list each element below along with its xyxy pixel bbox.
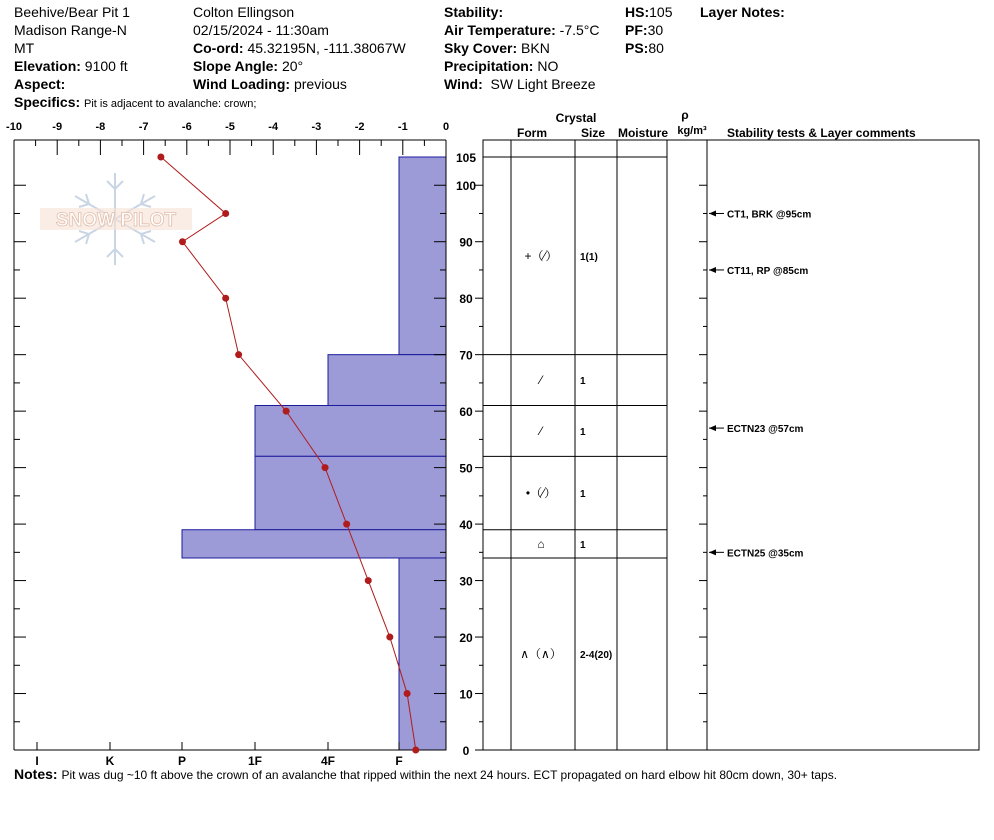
specifics: Pit is adjacent to avalanche: crown; xyxy=(84,98,257,110)
wind-loading: previous xyxy=(293,76,347,92)
observer: Colton Ellingson xyxy=(193,4,295,20)
density-unit-header: kg/m³ xyxy=(677,125,707,137)
layer-form: ⁄ xyxy=(539,423,543,438)
hardness-tick-label: 4F xyxy=(320,754,336,765)
hardness-tick-label: P xyxy=(177,754,187,765)
hardness-tick-label: 1F xyxy=(247,754,263,765)
temp-tick-label: -8 xyxy=(95,121,106,133)
height-tick-label: 105 xyxy=(455,151,477,165)
location: Beehive/Bear Pit 1 xyxy=(14,4,130,20)
temperature-point xyxy=(222,295,229,302)
coord-label: Co-ord: xyxy=(193,40,244,56)
datetime: 02/15/2024 - 11:30am xyxy=(193,22,329,38)
temp-tick-label: 0 xyxy=(442,121,450,133)
aspect-label: Aspect: xyxy=(14,76,66,92)
height-tick-label: 90 xyxy=(459,235,473,250)
logo-text: SNOW PILOT xyxy=(55,210,177,231)
stability-arrow-head xyxy=(709,425,716,431)
height-tick-label: 70 xyxy=(459,348,473,363)
wind-label: Wind: xyxy=(444,76,483,92)
wind: SW Light Breeze xyxy=(490,76,596,92)
temp-tick-label: -7 xyxy=(138,121,149,133)
temperature-point xyxy=(157,154,164,161)
crystal-header: Crystal xyxy=(555,111,597,125)
layer-size: 1 xyxy=(580,426,586,438)
rho-header: ρ xyxy=(681,108,689,122)
ps-label: PS: xyxy=(625,40,649,56)
temp-tick-label: -1 xyxy=(397,121,408,133)
height-tick-label: 30 xyxy=(459,574,473,589)
ps: 80 xyxy=(648,40,664,56)
temperature-point xyxy=(386,634,393,641)
stability-test-label: ECTN23 @57cm xyxy=(727,424,804,436)
temperature-point xyxy=(222,210,229,217)
layer-size: 1 xyxy=(580,376,586,388)
layer-size: 1(1) xyxy=(580,251,598,263)
temperature-point xyxy=(235,351,242,358)
air-temp: -7.5°C xyxy=(559,22,600,38)
hardness-bar xyxy=(182,530,446,558)
temp-tick-label: -9 xyxy=(52,121,63,133)
stability-test-label: CT1, BRK @95cm xyxy=(727,209,812,221)
temperature-point xyxy=(343,521,350,528)
height-tick-label: 40 xyxy=(459,518,473,533)
state: MT xyxy=(14,40,35,56)
hardness-bar xyxy=(255,456,446,529)
notes-label: Notes: xyxy=(14,766,58,782)
temperature-point xyxy=(283,408,290,415)
temp-tick-label: -10 xyxy=(6,121,22,133)
precip: NO xyxy=(537,58,559,74)
temperature-point xyxy=(404,690,411,697)
temperature-point xyxy=(365,577,372,584)
hardness-bar xyxy=(399,157,446,355)
form-header: Form xyxy=(517,126,547,140)
layer-form: •（⁄） xyxy=(525,486,557,501)
height-tick-label: 80 xyxy=(459,292,473,307)
temp-tick-label: -2 xyxy=(354,121,365,133)
pf-label: PF: xyxy=(625,22,648,38)
layer-size: 2-4(20) xyxy=(580,649,613,661)
hs: 105 xyxy=(649,4,673,20)
temp-tick-label: -4 xyxy=(268,121,279,133)
stability-arrow-head xyxy=(709,210,716,216)
layer-size: 1 xyxy=(580,489,586,501)
temp-tick-label: -5 xyxy=(225,121,235,133)
range: Madison Range-N xyxy=(14,22,127,38)
notes-text: Pit was dug ~10 ft above the crown of an avalanche that ripped within the next 24 hours. ECT propagated on hard elbow hit 80cm down, 30+ taps. xyxy=(61,768,838,782)
elevation: 9100 ft xyxy=(84,58,128,74)
precip-label: Precipitation: xyxy=(444,58,534,74)
temp-tick-label: -3 xyxy=(311,121,322,133)
hardness-tick-label: I xyxy=(35,754,39,765)
moisture-header: Moisture xyxy=(617,126,669,140)
hardness-tick-label: K xyxy=(105,754,115,765)
stability-arrow-head xyxy=(709,549,716,555)
hardness-tick-label: F xyxy=(395,754,403,765)
slope-label: Slope Angle: xyxy=(193,58,279,74)
stability-arrow-head xyxy=(709,267,716,273)
layer-table xyxy=(475,140,979,750)
hs-label: HS: xyxy=(625,4,650,20)
layer-form: ⁄ xyxy=(539,373,543,388)
height-tick-label: 10 xyxy=(459,687,473,702)
layer-form: +（⁄） xyxy=(524,248,558,263)
layer-notes-label: Layer Notes: xyxy=(700,4,785,20)
sky-label: Sky Cover: xyxy=(444,40,518,56)
temperature-point xyxy=(322,464,329,471)
stability-test-label: CT11, RP @85cm xyxy=(727,265,809,277)
hardness-bar xyxy=(328,355,446,406)
height-tick-label: 60 xyxy=(459,405,473,420)
specifics-label: Specifics: xyxy=(14,94,81,110)
wind-loading-label: Wind Loading: xyxy=(193,76,291,92)
stability-label: Stability: xyxy=(444,4,504,20)
slope: 20° xyxy=(281,58,304,74)
height-tick-label: 50 xyxy=(459,461,473,476)
air-temp-label: Air Temperature: xyxy=(444,22,556,38)
temp-tick-label: -6 xyxy=(181,121,192,133)
stability-header: Stability tests & Layer comments xyxy=(727,126,916,140)
hardness-bars xyxy=(182,157,446,750)
pf: 30 xyxy=(647,22,664,38)
height-tick-label: 0 xyxy=(462,744,470,758)
layer-form: ⌂ xyxy=(537,536,545,551)
elevation-label: Elevation: xyxy=(14,58,81,74)
height-tick-label: 100 xyxy=(455,179,477,194)
hardness-bar xyxy=(399,558,446,750)
stability-test-label: ECTN25 @35cm xyxy=(727,548,804,560)
temperature-point xyxy=(179,238,186,245)
snowpilot-logo xyxy=(40,173,192,265)
coord: 45.32195N, -111.38067W xyxy=(247,40,406,56)
layer-form: ∧（∧） xyxy=(520,646,562,661)
sky: BKN xyxy=(521,40,550,56)
notes-row xyxy=(14,766,837,782)
height-tick-label: 20 xyxy=(459,631,473,646)
temperature-point xyxy=(412,747,419,754)
size-header: Size xyxy=(580,126,606,140)
layer-size: 1 xyxy=(580,539,586,551)
